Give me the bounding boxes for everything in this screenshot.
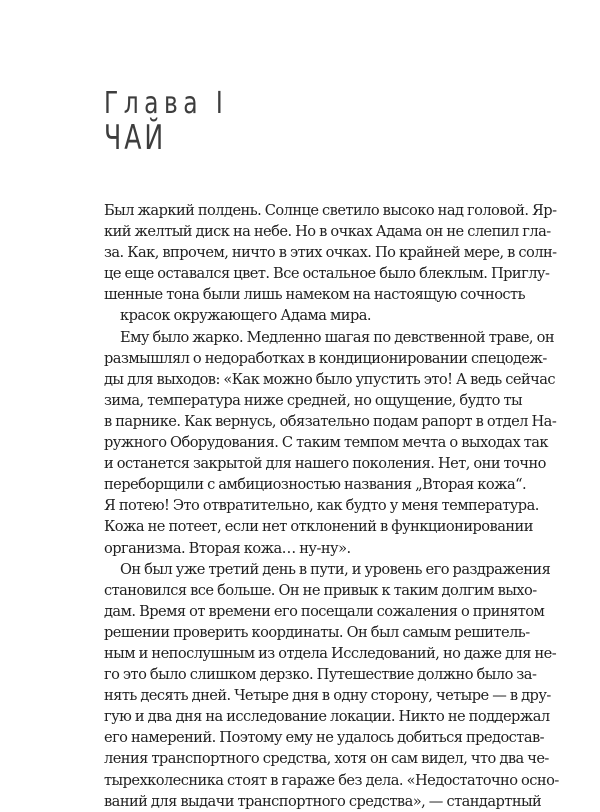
- text-line: дам. Время от времени его посещали сожаления о принятом: [104, 602, 545, 620]
- text-line: ным и непослушным из отдела Исследований, но даже для не-: [104, 644, 557, 662]
- text-line: в парнике. Как вернусь, обязательно подам рапорт в отдел На-: [104, 412, 557, 430]
- chapter-heading: [104, 88, 263, 156]
- text-line: ваний для выдачи транспортного средства», — стандартный: [104, 792, 542, 810]
- text-line: го это было слишком дерзко. Путешествие должно было за-: [104, 666, 537, 684]
- text-line: Был жаркий полдень. Солнце светило высоко над головой. Яр-: [104, 202, 557, 219]
- text-line: це еще оставался цвет. Все остальное было блеклым. Приглу-: [104, 265, 550, 283]
- text-line: становился все больше. Он не привык к таким долгим выхо-: [104, 581, 537, 599]
- text-line: решении проверить координаты. Он был самым решитель-: [104, 623, 530, 641]
- chapter-title: ЧАЙ: [104, 118, 167, 158]
- text-line: ружного Оборудования. С таким темпом мечта о выходах так: [104, 434, 548, 452]
- text-line: Кожа не потеет, если нет отклонений в функционировании: [104, 518, 533, 536]
- text-line: ды для выходов: «Как можно было упустить это! А ведь сейчас: [104, 370, 556, 388]
- text-line: ления транспортного средства, хотя он сам видел, что два че-: [104, 750, 549, 768]
- text-line: за. Как, впрочем, ничто в этих очках. По крайней мере, в солн-: [104, 244, 557, 262]
- text-line: размышлял о недоработках в кондиционировании спецодеж-: [104, 349, 547, 367]
- text-line: и останется закрытой для нашего поколения. Нет, они точно: [104, 455, 546, 473]
- text-line: организма. Вторая кожа… ну-ну».: [104, 539, 351, 557]
- text-line: переборщили с амбициозностью названия „Вторая кожа“.: [104, 476, 527, 494]
- text-line: гую и два дня на исследование локации. Никто не поддержал: [104, 708, 550, 726]
- text-line: зима, температура ниже средней, но ощущение, будто ты: [104, 391, 523, 409]
- text-line: шенные тона были лишь намеком на настоящую сочность: [104, 286, 525, 304]
- text-line: нять десять дней. Четыре дня в одну сторону, четыре — в дру-: [104, 687, 551, 705]
- text-line: тырехколесника стоят в гараже без дела. «Недостаточно осно-: [104, 771, 559, 789]
- chapter-body-text: [104, 200, 559, 812]
- text-line: красок окружающего Адама мира.: [120, 307, 372, 325]
- chapter-label: Глава I: [104, 86, 229, 121]
- text-line: Ему было жарко. Медленно шагая по девственной траве, он: [120, 328, 554, 346]
- text-line: его намерений. Поэтому ему не удалось добиться предостав-: [104, 729, 545, 747]
- text-line: Я потею! Это отвратительно, как будто у меня температура.: [104, 497, 539, 515]
- text-line: кий желтый диск на небе. Но в очках Адама он не слепил гла-: [104, 223, 551, 241]
- text-line: Он был уже третий день в пути, и уровень его раздражения: [120, 560, 551, 578]
